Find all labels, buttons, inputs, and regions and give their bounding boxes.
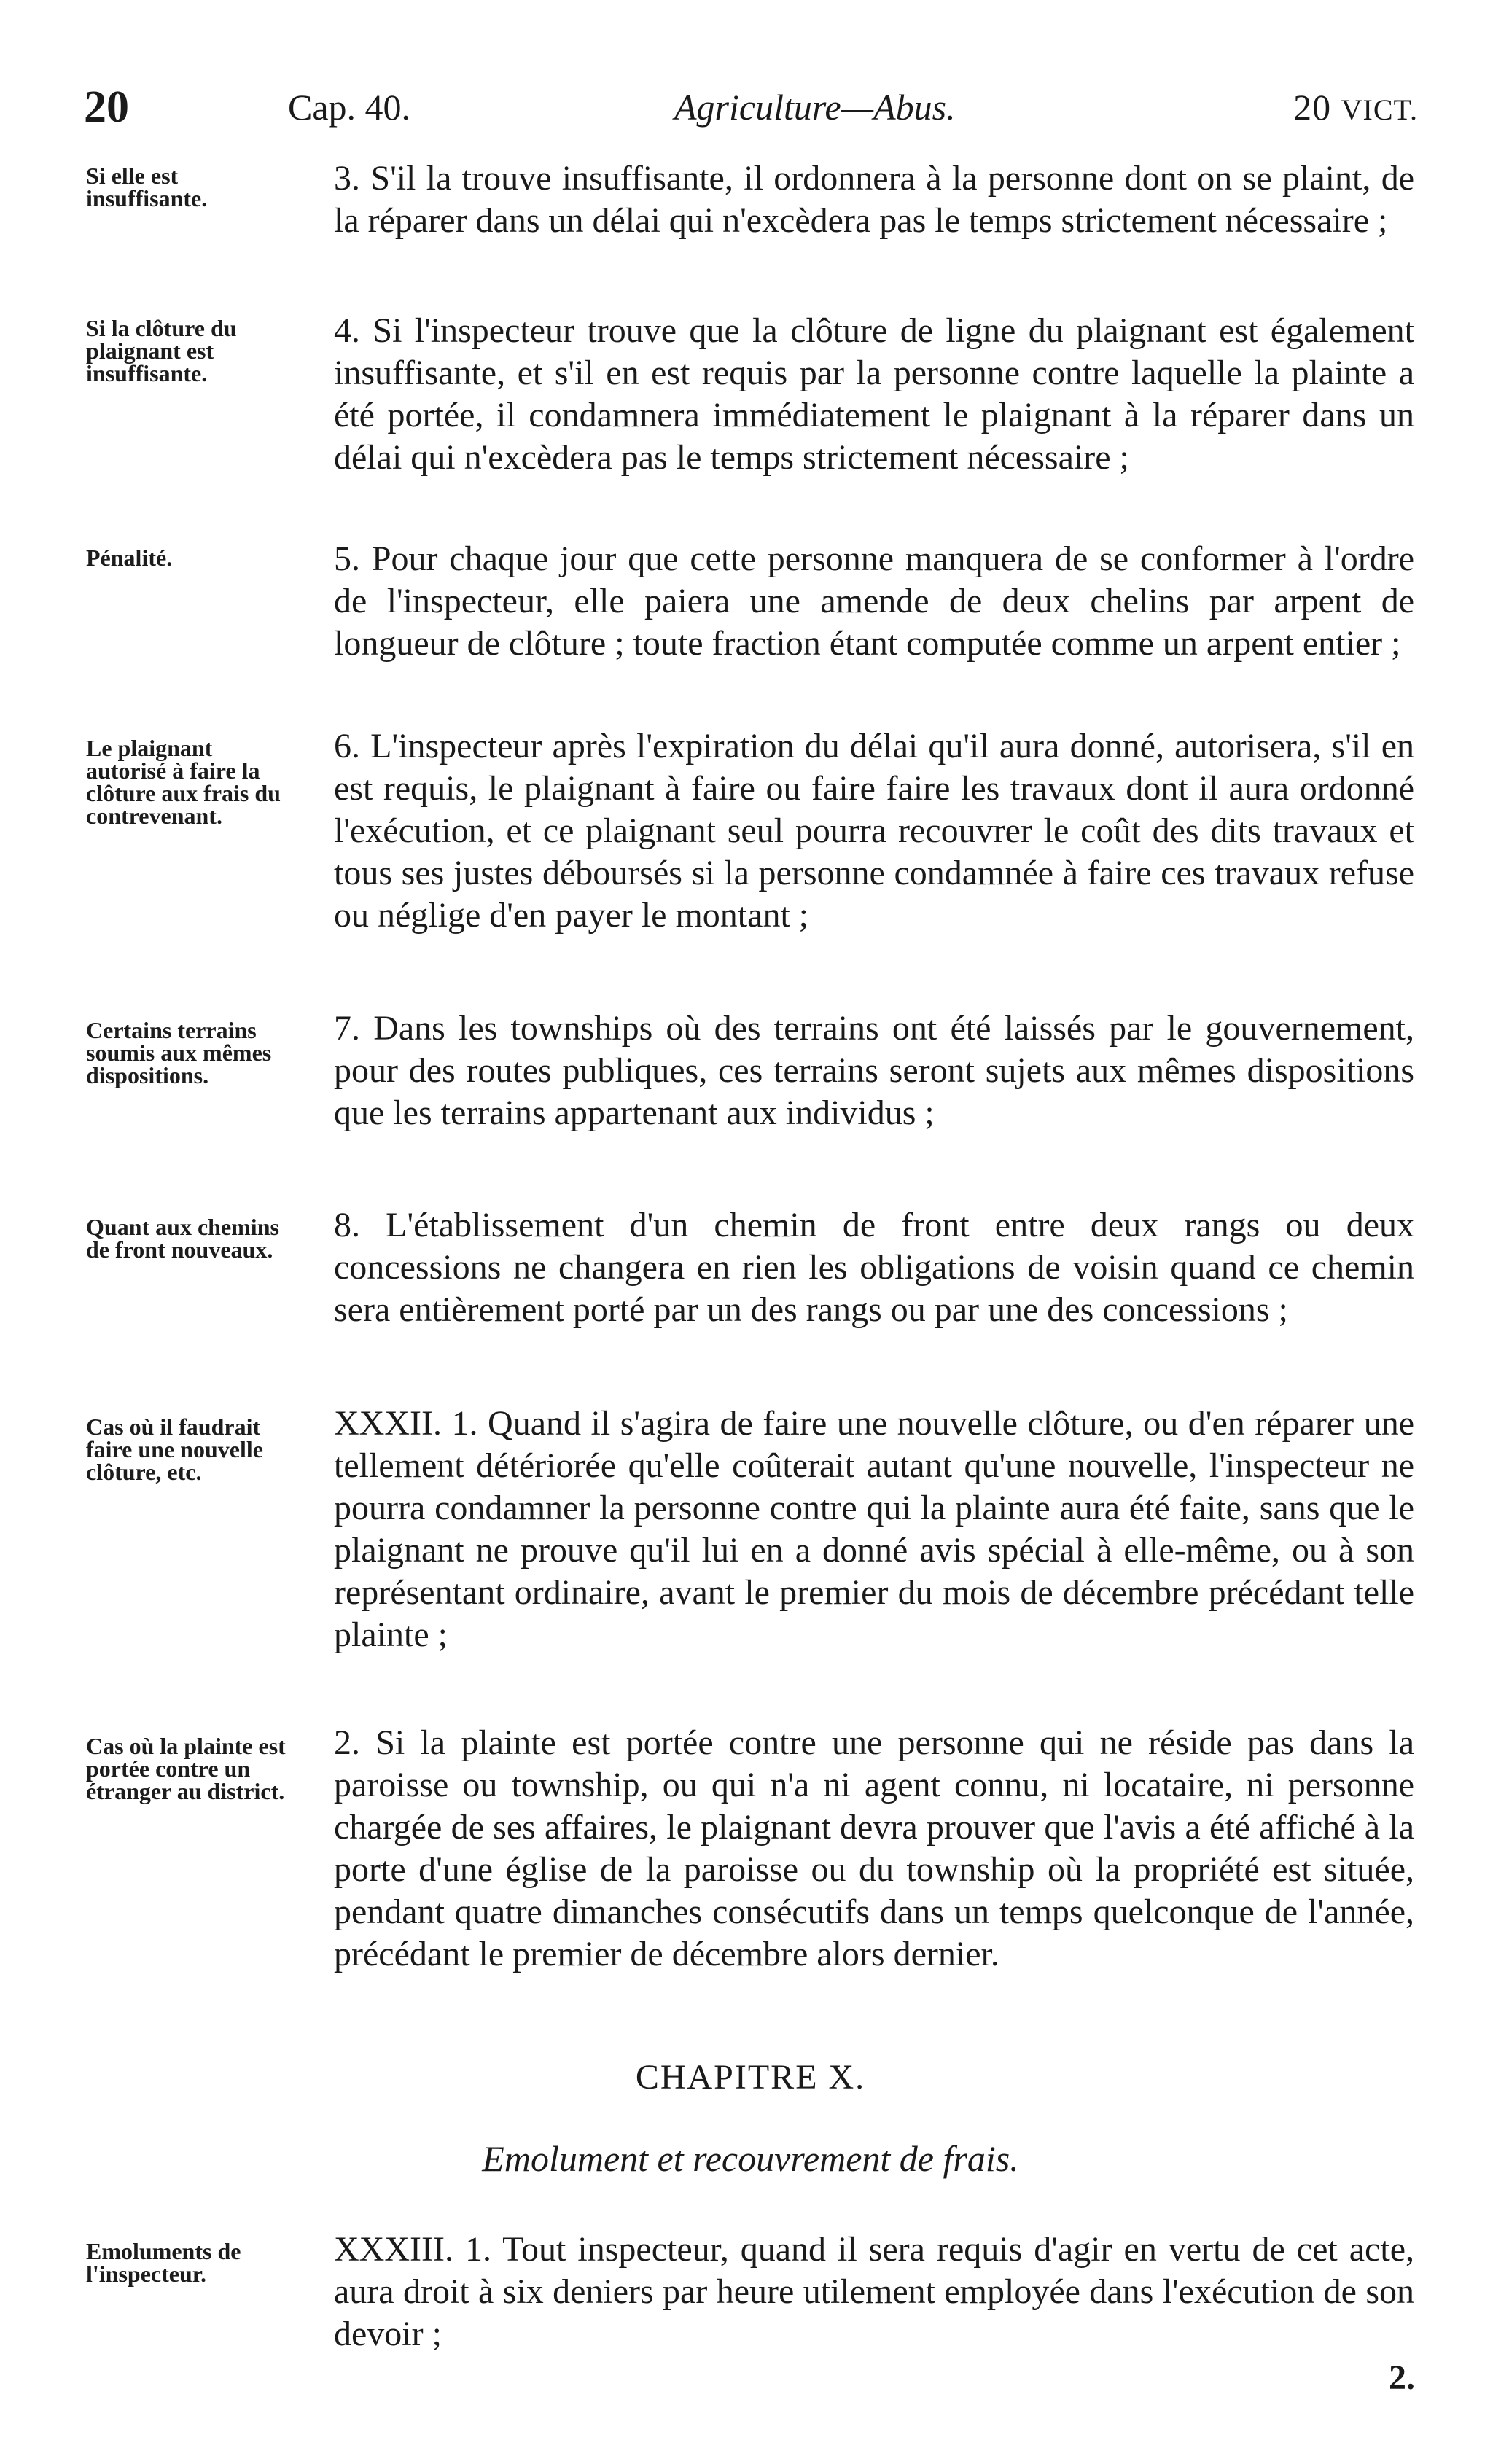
margin-note: Cas où la plainte est portée contre un étranger au district. <box>86 1733 286 1804</box>
paragraph-text: 2. Si la plainte est portée contre une personne qui ne réside pas dans la paroisse ou township, ou qui n'a ni agent connu, ni locataire, ni personne chargée de ses affaires, le plaignant devra prouver que l'avis a été affiché à la porte d'une église de la paroisse ou du township où la propriété est située, pendant quatre dimanches consécutifs dans un temps quelconque de l'année, précédant le premier de décembre alors dernier. <box>334 1723 1414 1973</box>
paragraph <box>290 725 1414 937</box>
paragraph <box>290 2229 1414 2355</box>
catchword: 2. <box>1389 2358 1415 2397</box>
margin-note: Si la clôture du plaignant est insuffisante. <box>86 315 237 386</box>
margin-note: Certains terrains soumis aux mêmes dispositions. <box>86 1017 272 1088</box>
paragraph-text: 5. Pour chaque jour que cette personne manquera de se conformer à l'ordre de l'inspecteur, elle paiera une amende de deux chelins par arpent de longueur de clôture ; toute fraction étant computée comme un arpent entier ; <box>334 539 1414 663</box>
paragraph <box>290 157 1414 242</box>
margin-note: Pénalité. <box>86 545 173 571</box>
margin-note: Quant aux chemins de front nouveaux. <box>86 1214 279 1263</box>
paragraph-text: 8. L'établissement d'un chemin de front entre deux rangs ou deux concessions ne changera en rien les obligations de voisin quand ce chemin sera entièrement porté par un des rangs ou par une des concessions ; <box>334 1206 1414 1329</box>
margin-note: Emoluments de l'inspecteur. <box>86 2238 241 2287</box>
regnal-year-number: 20 <box>1293 87 1332 128</box>
paragraph-text: 7. Dans les townships où des terrains ont été laissés par le gouvernement, pour des routes publiques, ces terrains seront sujets aux mêmes dispositions que les terrains appartenant aux individus ; <box>334 1009 1414 1132</box>
paragraph-text: 6. L'inspecteur après l'expiration du délai qu'il aura donné, autorisera, s'il en est requis, le plaignant à faire ou faire faire les travaux dont il aura ordonné l'exécution, et ce plaignant seul pourra recouvrer le coût des dits travaux et tous ses justes déboursés si la personne condamnée à faire ces travaux refuse ou néglige d'en payer le montant ; <box>334 727 1414 935</box>
paragraph <box>290 1204 1414 1331</box>
paragraph-text: 3. S'il la trouve insuffisante, il ordonnera à la personne dont on se plaint, de la réparer dans un délai qui n'excèdera pas le temps strictement nécessaire ; <box>334 159 1414 240</box>
chapter-reference: Cap. 40. <box>288 87 411 128</box>
regnal-year-vict: VICT. <box>1341 93 1418 126</box>
regnal-year <box>1293 82 1418 136</box>
paragraph <box>290 538 1414 665</box>
paragraph-text: XXXII. 1. Quand il s'agira de faire une nouvelle clôture, ou d'en réparer une tellement détériorée qu'elle coûterait autant qu'une nouvelle, l'inspecteur ne pourra condamner la personne contre qui la plainte aura été faite, sans que le plaignant ne prouve qu'il lui en a donné avis spécial à elle-même, ou à son représentant ordinaire, avant le premier du mois de décembre précédant telle plainte ; <box>334 1404 1414 1654</box>
chapter-heading: CHAPITRE X. <box>635 2058 866 2097</box>
margin-note: Si elle est insuffisante. <box>86 163 208 211</box>
paragraph <box>290 1007 1414 1134</box>
paragraph <box>290 1403 1414 1656</box>
chapter-subheading: Emolument et recouvrement de frais. <box>482 2138 1019 2179</box>
margin-note: Cas où il faudrait faire une nouvelle clôture, etc. <box>86 1414 263 1485</box>
margin-note: Le plaignant autorisé à faire la clôture aux frais du contrevenant. <box>86 735 281 829</box>
page-header <box>84 82 1418 133</box>
running-title: Agriculture—Abus. <box>674 87 956 128</box>
paragraph <box>290 1722 1414 1976</box>
paragraph-text: 4. Si l'inspecteur trouve que la clôture de ligne du plaignant est également insuffisante, et s'il en est requis par la personne contre laquelle la plainte a été portée, il condamnera immédiatement le plaignant à la réparer dans un délai qui n'excèdera pas le temps strictement nécessaire ; <box>334 311 1414 477</box>
paragraph-text: XXXIII. 1. Tout inspecteur, quand il sera requis d'agir en vertu de cet acte, aura droit à six deniers par heure utilement employée dans l'exécution de son devoir ; <box>334 2230 1414 2353</box>
page-number: 20 <box>84 82 129 132</box>
paragraph <box>290 310 1414 479</box>
